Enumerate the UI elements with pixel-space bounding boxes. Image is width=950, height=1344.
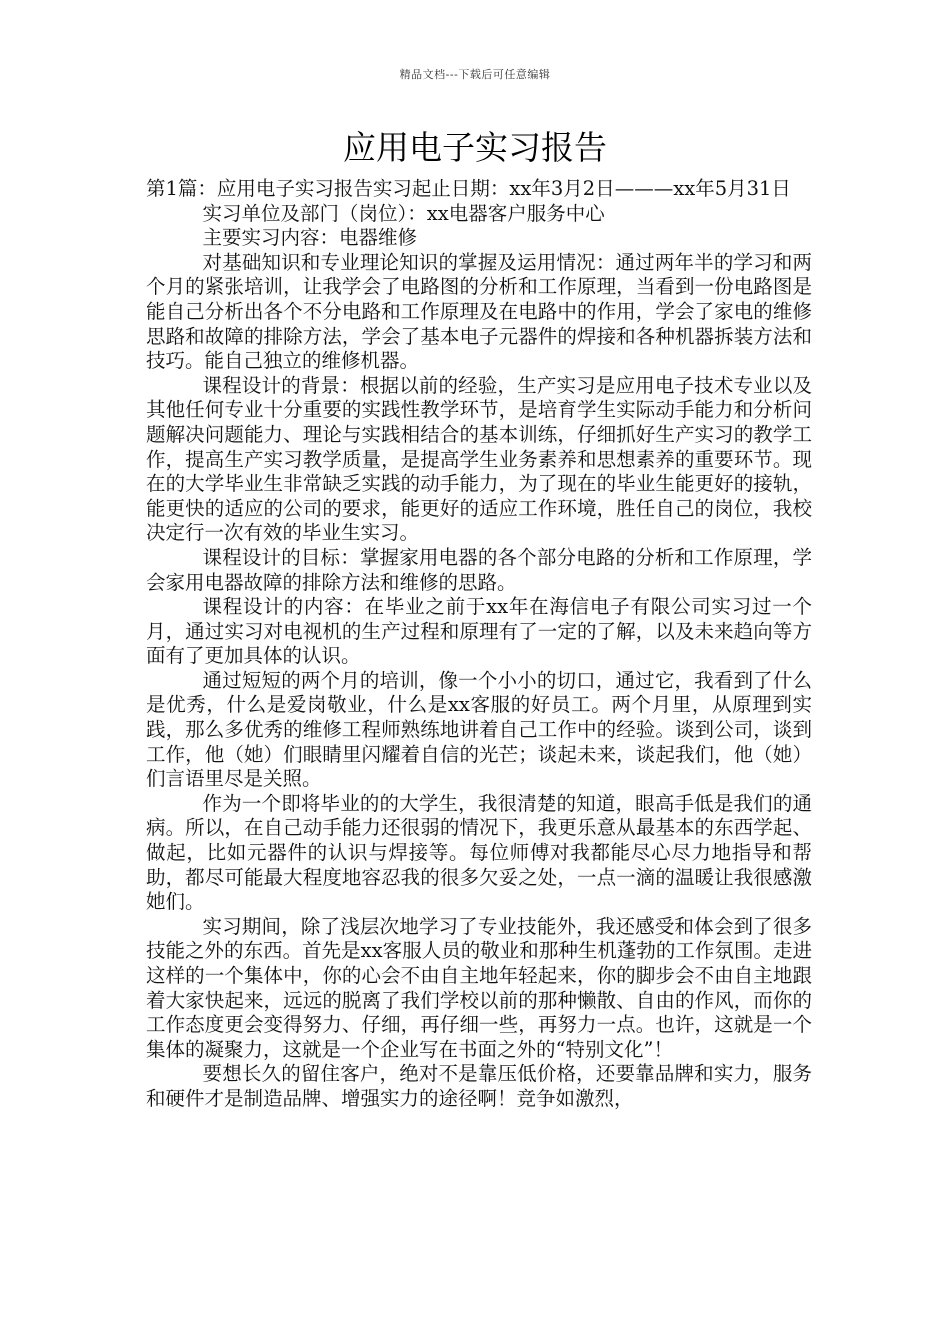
paragraph-background: 课程设计的背景：根据以前的经验，生产实习是应用电子技术专业以及其他任何专业十分重要的实践性教学环节，是培育学生实际动手能力和分析问题解决问题能力、理论与实践相结合的基本训练，仔细抓好生产实习的教学工作，提高生产实习教学质量，是提高学生业务素养和思想素养的重要环节。现在的大学毕业生非常缺乏实践的动手能力，为了现在的毕业生能更好的接轨，能更快的适应的公司的要求，能更好的适应工作环境，胜任自己的岗位，我校决定行一次有效的毕业生实习。	[146, 373, 812, 545]
paragraph-goal: 课程设计的目标：掌握家用电器的各个部分电路的分析和工作原理，学会家用电器故障的排除方法和维修的思路。	[146, 545, 812, 594]
paragraph-internship: 实习期间，除了浅层次地学习了专业技能外，我还感受和体会到了很多技能之外的东西。首先是xx客服人员的敬业和那种生机蓬勃的工作氛围。走进这样的一个集体中，你的心会不由自主地年轻起来，你的脚步会不由自主地跟着大家快起来，远远的脱离了我们学校以前的那种懒散、自由的作风，而你的工作态度更会变得努力、仔细，再仔细一些，再努力一点。也许，这就是一个集体的凝聚力，这就是一个企业写在书面之外的“特别文化”！	[146, 914, 812, 1061]
header-note: 精品文档---下载后可任意编辑	[399, 68, 551, 81]
paragraph-content: 主要实习内容：电器维修	[202, 226, 418, 250]
document-body	[146, 177, 812, 1112]
document-title: 应用电子实习报告	[343, 128, 607, 167]
paragraph-customers: 要想长久的留住客户，绝对不是靠压低价格，还要靠品牌和实力，服务和硬件才是制造品牌、增强实力的途径啊！竞争如激烈，	[146, 1062, 812, 1110]
paragraph-dates: 第1篇：应用电子实习报告实习起止日期：xx年3月2日———xx年5月31日	[146, 177, 791, 200]
paragraph-training: 通过短短的两个月的培训，像一个小小的切口，通过它，我看到了什么是优秀，什么是爱岗敬业，什么是xx客服的好员工。两个月里，从原理到实践，那么多优秀的维修工程师熟练地讲着自己工作中的经验。谈到公司，谈到工作，他（她）们眼睛里闪耀着自信的光芒；谈起未来，谈起我们，他（她）们言语里尽是关照。	[146, 668, 812, 791]
paragraph-course-content: 课程设计的内容：在毕业之前于xx年在海信电子有限公司实习过一个月，通过实习对电视机的生产过程和原理有了一定的了解，以及未来趋向等方面有了更加具体的认识。	[146, 595, 812, 668]
paragraph-unit: 实习单位及部门（岗位）：xx电器客户服务中心	[202, 201, 605, 225]
paragraph-graduate: 作为一个即将毕业的的大学生，我很清楚的知道，眼高手低是我们的通病。所以，在自己动手能力还很弱的情况下，我更乐意从最基本的东西学起、做起，比如元器件的认识与焊接等。每位师傅对我都能尽心尽力地指导和帮助，都尽可能最大程度地容忍我的很多欠妥之处，一点一滴的温暖让我很感激她们。	[146, 791, 812, 914]
paragraph-knowledge: 对基础知识和专业理论知识的掌握及运用情况：通过两年半的学习和两个月的紧张培训，让我学会了电路图的分析和工作原理，当看到一份电路图是能自己分析出各个不分电路和工作原理及在电路中的作用，学会了家电的维修思路和故障的排除方法，学会了基本电子元器件的焊接和各种机器拆装方法和技巧。能自己独立的维修机器。	[146, 250, 812, 373]
